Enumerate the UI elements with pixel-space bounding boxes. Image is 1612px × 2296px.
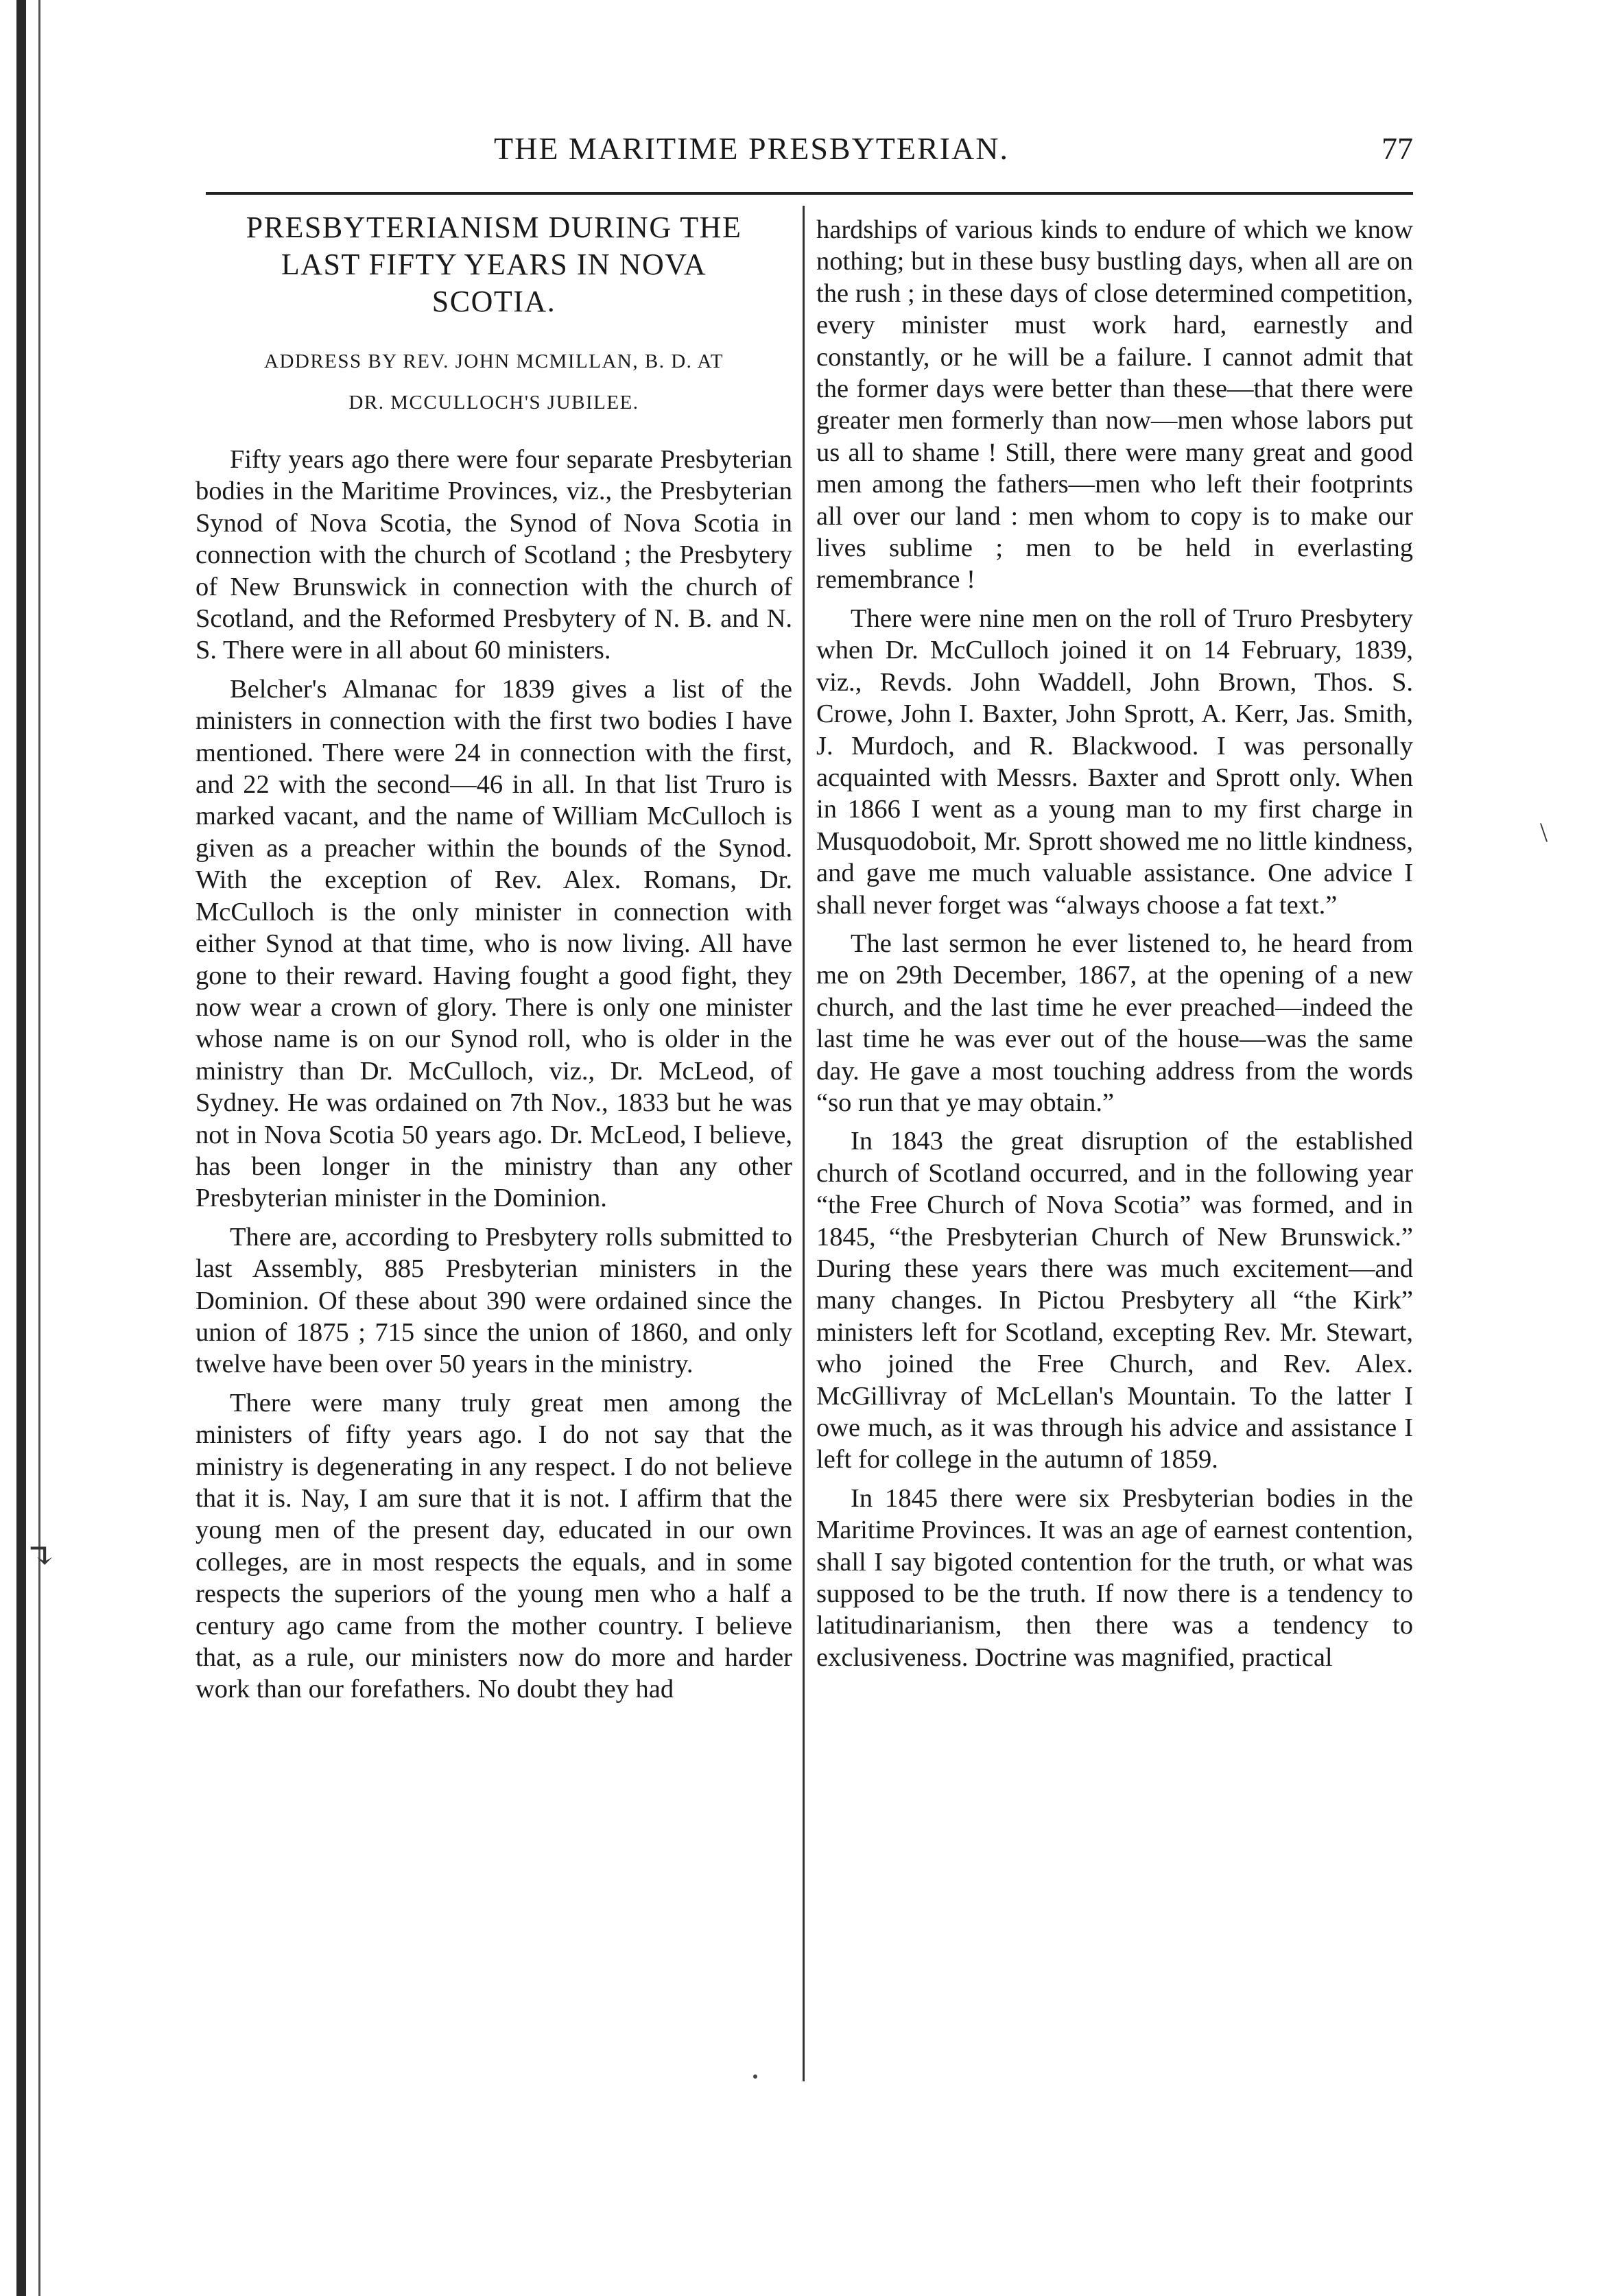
bottom-dot	[753, 2074, 757, 2079]
margin-arrow-mark: ↴	[26, 1538, 56, 1577]
article-title-line: PRESBYTERIANISM DURING THE	[246, 211, 742, 244]
byline-line: ADDRESS BY REV. JOHN MCMILLAN, B. D. AT	[264, 350, 724, 372]
binding-edge-line	[38, 0, 40, 2296]
paragraph: In 1845 there were six Presbyterian bodies in the Maritime Provinces. It was an age of earnest contention, shall I say bigoted contention for the truth, or what was supposed to be the truth. If now there is a tendency to latitudinarianism, then there was a tendency to exclusiveness. Doctrine was magnified, practical	[816, 1483, 1413, 1672]
left-column	[195, 209, 792, 1706]
byline	[195, 341, 792, 423]
paragraph: There were many truly great men among the ministers of fifty years ago. I do not say that the ministry is degenerating in any respect. I do not believe that it is. Nay, I am sure that it is not. I affirm that the young men of the present day, educated in our own colleges, are in most respects the equals, and in some respects the superiors of the young men who a half a century ago came from the mother country. I believe that, as a rule, our ministers now do more and harder work than our forefathers. No doubt they had	[195, 1388, 792, 1704]
running-head	[206, 130, 1413, 178]
binding-edge	[16, 0, 26, 2296]
paragraph: There were nine men on the roll of Truro Presbytery when Dr. McCulloch joined it on 14 February, 1839, viz., Revds. John Waddell, John Brown, Thos. S. Crowe, John I. Baxter, John Sprott, A. Kerr, Jas. Smith, J. Murdoch, and R. Blackwood. I was personally acquainted with Messrs. Baxter and Sprott only. When in 1866 I went as a young man to my first charge in Musquodoboit, Mr. Sprott showed me no little kindness, and gave me much valuable assistance. One advice I shall never forget was “always choose a fat text.”	[816, 603, 1413, 920]
paragraph: The last sermon he ever listened to, he heard from me on 29th December, 1867, at the opening of a new church, and the last time he ever preached—indeed the last time he was ever out of the house—was the same day. He gave a most touching address from the words “so run that ye may obtain.”	[816, 929, 1413, 1117]
page-number: 77	[1382, 131, 1413, 166]
paragraph: There are, according to Presbytery rolls submitted to last Assembly, 885 Presbyterian ministers in the Dominion. Of these about 390 were ordained since the union of 1875 ; 715 since the union of 1860, and only twelve have been over 50 years in the ministry.	[195, 1222, 792, 1379]
article-title	[195, 209, 792, 320]
article-title-line: SCOTIA.	[431, 285, 556, 318]
header-rule	[206, 192, 1413, 195]
journal-title: THE MARITIME PRESBYTERIAN.	[494, 131, 1009, 166]
paragraph-continued: hardships of various kinds to endure of which we know nothing; but in these busy bustling days, when all are on the rush ; in these days of close determined competition, every minister must work hard, earnestly and constantly, or he will be a failure. I cannot admit that the former days were better than these—that there were greater men formerly than now—men whose labors put us all to shame ! Still, there were many great and good men among the fathers—men who left their footprints all over our land : men whom to copy is to make our lives sublime ; men to be held in everlasting remembrance !	[816, 215, 1413, 595]
byline-line: DR. MCCULLOCH'S JUBILEE.	[348, 392, 639, 414]
right-column	[816, 214, 1413, 1673]
paragraph: In 1843 the great disruption of the established church of Scotland occurred, and in the following year “the Free Church of Nova Scotia” was formed, and in 1845, “the Presbyterian Church of New Brunswick.” During these years there was much excitement—and many changes. In Pictou Presbytery all “the Kirk” ministers left for Scotland, excepting Rev. Mr. Stewart, who joined the Free Church, and Rev. Alex. McGillivray of McLellan's Mountain. To the latter I owe much, as it was through his advice and assistance I left for college in the autumn of 1859.	[816, 1127, 1413, 1474]
column-rule	[803, 206, 805, 2081]
margin-mark: \	[1540, 817, 1548, 848]
article-title-line: LAST FIFTY YEARS IN NOVA	[281, 248, 707, 281]
paragraph: Fifty years ago there were four separate Presbyterian bodies in the Maritime Provinces, viz., the Presbyterian Synod of Nova Scotia, the Synod of Nova Scotia in connection with the church of Scotland ; the Presbytery of New Brunswick in connection with the church of Scotland, and the Reformed Presbytery of N. B. and N. S. There were in all about 60 ministers.	[195, 445, 792, 665]
paragraph: Belcher's Almanac for 1839 gives a list of the ministers in connection with the first two bodies I have mentioned. There were 24 in connection with the first, and 22 with the second—46 in all. In that list Truro is marked vacant, and the name of William McCulloch is given as a preacher within the bounds of the Synod. With the exception of Rev. Alex. Romans, Dr. McCulloch is the only minister in connection with either Synod at that time, who is now living. All have gone to their reward. Having fought a good fight, they now wear a crown of glory. There is only one minister whose name is on our Synod roll, who is older in the ministry than Dr. McCulloch, viz., Dr. McLeod, of Sydney. He was ordained on 7th Nov., 1833 but he was not in Nova Scotia 50 years ago. Dr. McLeod, I believe, has been longer in the ministry than any other Presbyterian minister in the Dominion.	[195, 674, 792, 1213]
